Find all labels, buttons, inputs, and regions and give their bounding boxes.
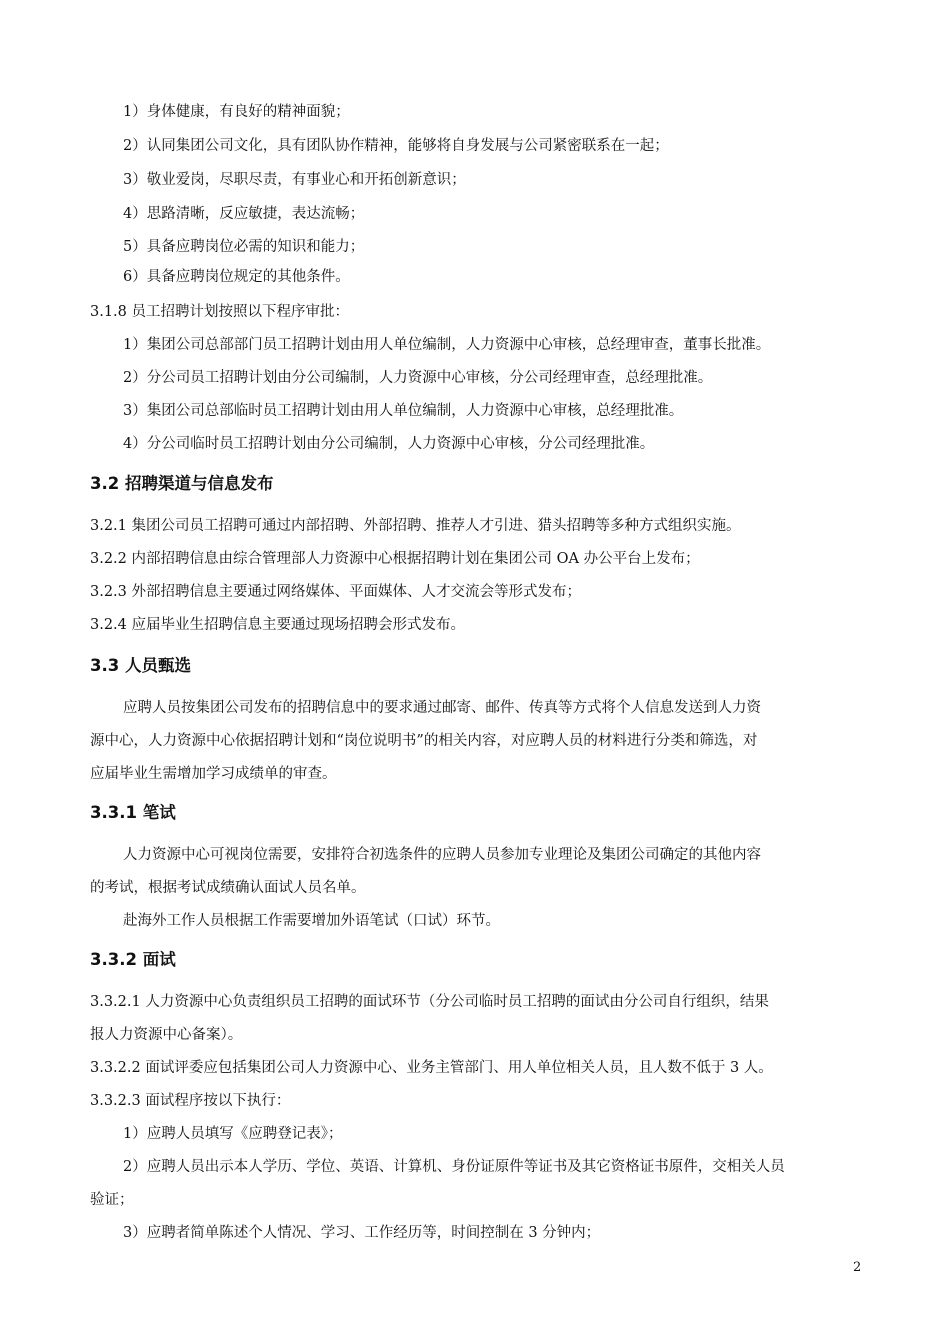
list-item-3: 3）敬业爱岗，尽职尽责，有事业心和开拓创新意识；: [123, 172, 466, 188]
step-3: 3）应聘者简单陈述个人情况、学习、工作经历等，时间控制在 3 分钟内；: [123, 1225, 601, 1241]
approval-item-3: 3）集团公司总部临时员工招聘计划由用人单位编制，人力资源中心审核，总经理批准。: [123, 403, 684, 419]
clause-3-3-2-1-line-1: 3.3.2.1 人力资源中心负责组织员工招聘的面试环节（分公司临时员工招聘的面试由分公司自行组织，结果: [90, 994, 769, 1010]
clause-3-2-1: 3.2.1 集团公司员工招聘可通过内部招聘、外部招聘、推荐人才引进、猎头招聘等多种方式组织实施。: [90, 518, 741, 534]
clause-3-1-8: 3.1.8 员工招聘计划按照以下程序审批：: [90, 304, 350, 320]
list-item-6: 6）具备应聘岗位规定的其他条件。: [123, 269, 350, 285]
clause-3-2-2: 3.2.2 内部招聘信息由综合管理部人力资源中心根据招聘计划在集团公司 OA 办公平台上发布；: [90, 551, 700, 567]
para-3-3-1-line-3: 赴海外工作人员根据工作需要增加外语笔试（口试）环节。: [123, 913, 500, 929]
page-number: 2: [853, 1260, 862, 1275]
approval-item-1: 1）集团公司总部部门员工招聘计划由用人单位编制，人力资源中心审核，总经理审查，董事长批准。: [123, 337, 771, 353]
step-1: 1）应聘人员填写《应聘登记表》；: [123, 1126, 343, 1142]
para-3-3-line-2: 源中心，人力资源中心依据招聘计划和“岗位说明书”的相关内容，对应聘人员的材料进行分类和筛选，对: [90, 733, 758, 749]
heading-3-3-2: 3.3.2 面试: [90, 950, 176, 969]
para-3-3-line-1: 应聘人员按集团公司发布的招聘信息中的要求通过邮寄、邮件、传真等方式将个人信息发送到人力资: [123, 700, 761, 716]
clause-3-3-2-3: 3.3.2.3 面试程序按以下执行：: [90, 1093, 291, 1109]
approval-item-2: 2）分公司员工招聘计划由分公司编制，人力资源中心审核，分公司经理审查，总经理批准。: [123, 370, 713, 386]
para-3-3-line-3: 应届毕业生需增加学习成绩单的审查。: [90, 766, 337, 782]
clause-3-3-2-2: 3.3.2.2 面试评委应包括集团公司人力资源中心、业务主管部门、用人单位相关人员，且人数不低于 3 人。: [90, 1060, 773, 1076]
list-item-4: 4）思路清晰，反应敏捷，表达流畅；: [123, 206, 365, 222]
clause-3-2-3: 3.2.3 外部招聘信息主要通过网络媒体、平面媒体、人才交流会等形式发布；: [90, 584, 582, 600]
list-item-5: 5）具备应聘岗位必需的知识和能力；: [123, 239, 365, 255]
step-2-line-1: 2）应聘人员出示本人学历、学位、英语、计算机、身份证原件等证书及其它资格证书原件，交相关人员: [123, 1159, 785, 1175]
clause-3-3-2-1-line-2: 报人力资源中心备案）。: [90, 1027, 243, 1043]
step-2-line-2: 验证；: [90, 1192, 134, 1208]
heading-3-3: 3.3 人员甄选: [90, 656, 191, 675]
clause-3-2-4: 3.2.4 应届毕业生招聘信息主要通过现场招聘会形式发布。: [90, 617, 466, 633]
heading-3-2: 3.2 招聘渠道与信息发布: [90, 474, 274, 493]
approval-item-4: 4）分公司临时员工招聘计划由分公司编制，人力资源中心审核，分公司经理批准。: [123, 436, 655, 452]
list-item-2: 2）认同集团公司文化，具有团队协作精神，能够将自身发展与公司紧密联系在一起；: [123, 138, 669, 154]
heading-3-3-1: 3.3.1 笔试: [90, 803, 176, 822]
list-item-1: 1）身体健康，有良好的精神面貌；: [123, 104, 350, 120]
para-3-3-1-line-1: 人力资源中心可视岗位需要，安排符合初选条件的应聘人员参加专业理论及集团公司确定的其他内容: [123, 847, 761, 863]
para-3-3-1-line-2: 的考试，根据考试成绩确认面试人员名单。: [90, 880, 366, 896]
